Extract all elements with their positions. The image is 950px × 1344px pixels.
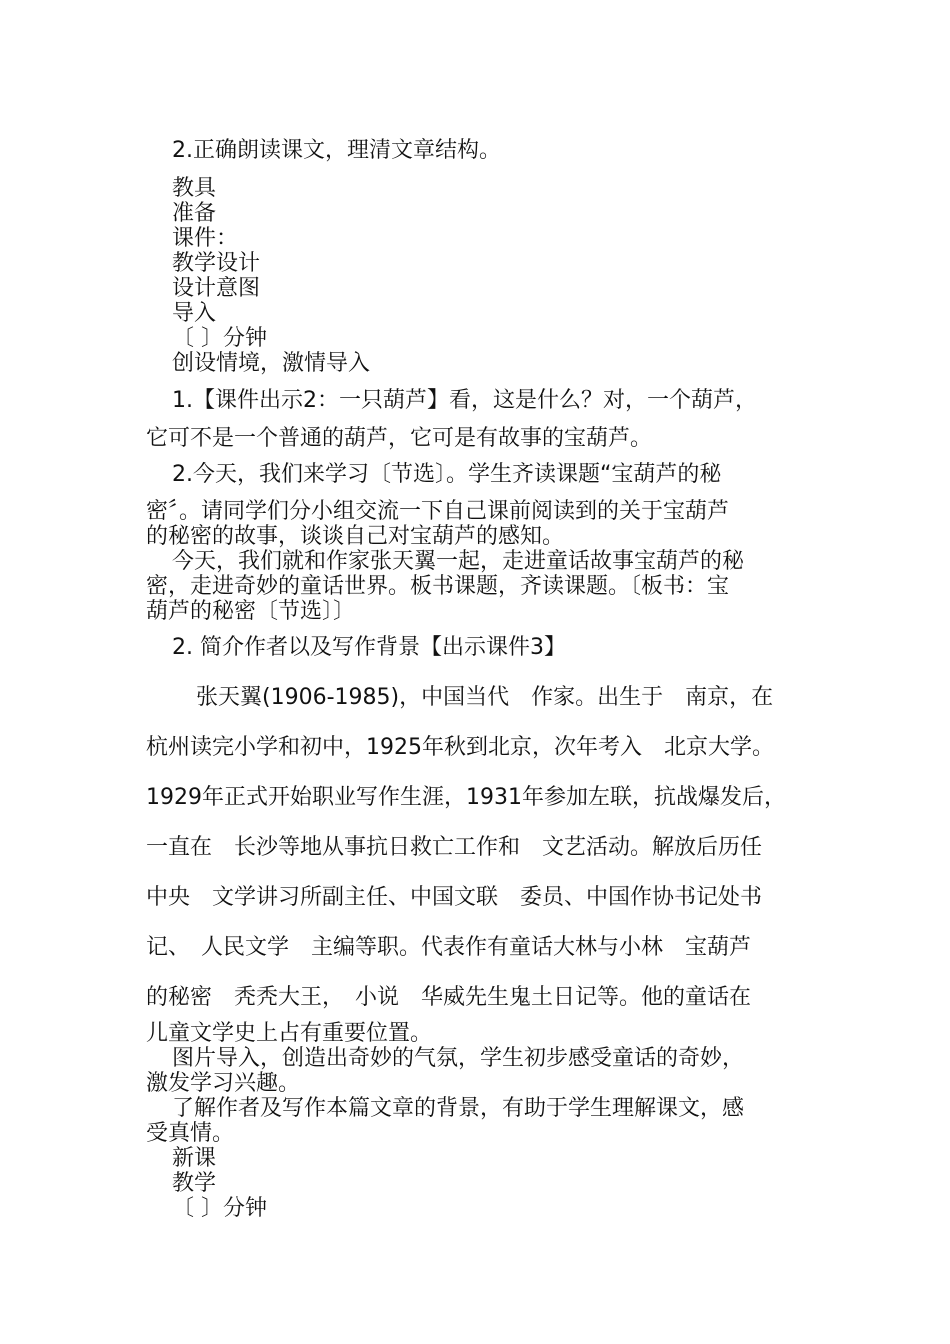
paragraph-line: 1.【课件出示2：一只葫芦】看，这是什么？对，一个葫芦， <box>172 388 757 413</box>
paragraph-line: 的秘密的故事，谈谈自己对宝葫芦的感知。 <box>146 524 565 549</box>
paragraph-line: 2.今天，我们来学习〔节选〕。学生齐读课题“宝葫芦的秘 <box>172 462 722 487</box>
design-intent-line: 了解作者及写作本篇文章的背景，有助于学生理解课文，感 <box>172 1096 745 1121</box>
author-bio-line: 记、 人民文学 主编等职。代表作有童话大林与小林 宝葫芦 <box>146 935 752 960</box>
label-teaching-design: 教学设计 <box>172 251 261 276</box>
author-bio-line: 张天翼(1906-1985)，中国当代 作家。出生于 南京，在 <box>196 685 774 710</box>
design-intent-line: 图片导入，创造出奇妙的气氛，学生初步感受童话的奇妙， <box>172 1046 745 1071</box>
paragraph-line: 葫芦的秘密〔节选〕〕 <box>146 599 356 624</box>
author-bio-line: 杭州读完小学和初中，1925年秋到北京，次年考入 北京大学。 <box>146 735 774 760</box>
design-intent-line: 受真情。 <box>146 1121 235 1146</box>
label-minutes: 〔 〕分钟 <box>172 326 267 351</box>
author-bio-line: 儿童文学史上占有重要位置。 <box>146 1021 433 1046</box>
label-minutes-2: 〔 〕分钟 <box>172 1196 267 1221</box>
author-bio-line: 的秘密 秃秃大王， 小说 华威先生鬼土日记等。他的童话在 <box>146 985 752 1010</box>
label-design-intent: 设计意图 <box>172 276 261 301</box>
label-teaching-aids: 教具 <box>172 176 217 201</box>
paragraph-line: 密〞。请同学们分小组交流一下自己课前阅读到的关于宝葫芦 <box>146 499 730 524</box>
label-courseware: 课件： <box>172 226 239 251</box>
label-teaching: 教学 <box>172 1171 217 1196</box>
label-new-lesson: 新课 <box>172 1146 217 1171</box>
paragraph-line: 它可不是一个普通的葫芦，它可是有故事的宝葫芦。 <box>146 426 653 451</box>
label-introduction: 导入 <box>172 301 217 326</box>
section-heading-intro: 创设情境，激情导入 <box>172 351 371 376</box>
objective-line-2: 2.正确朗读课文，理清文章结构。 <box>172 138 501 163</box>
section-heading-author: 2. 简介作者以及写作背景【出示课件3】 <box>172 635 566 660</box>
author-bio-line: 一直在 长沙等地从事抗日救亡工作和 文艺活动。解放后历任 <box>146 835 763 860</box>
label-preparation: 准备 <box>172 201 217 226</box>
author-bio-line: 1929年正式开始职业写作生涯，1931年参加左联，抗战爆发后， <box>146 785 786 810</box>
paragraph-line: 今天，我们就和作家张天翼一起，走进童话故事宝葫芦的秘 <box>172 549 745 574</box>
design-intent-line: 激发学习兴趣。 <box>146 1071 301 1096</box>
paragraph-line: 密，走进奇妙的童话世界。板书课题，齐读课题。〔板书：宝 <box>146 574 730 599</box>
author-bio-line: 中央 文学讲习所副主任、中国文联 委员、中国作协书记处书 <box>146 885 763 910</box>
